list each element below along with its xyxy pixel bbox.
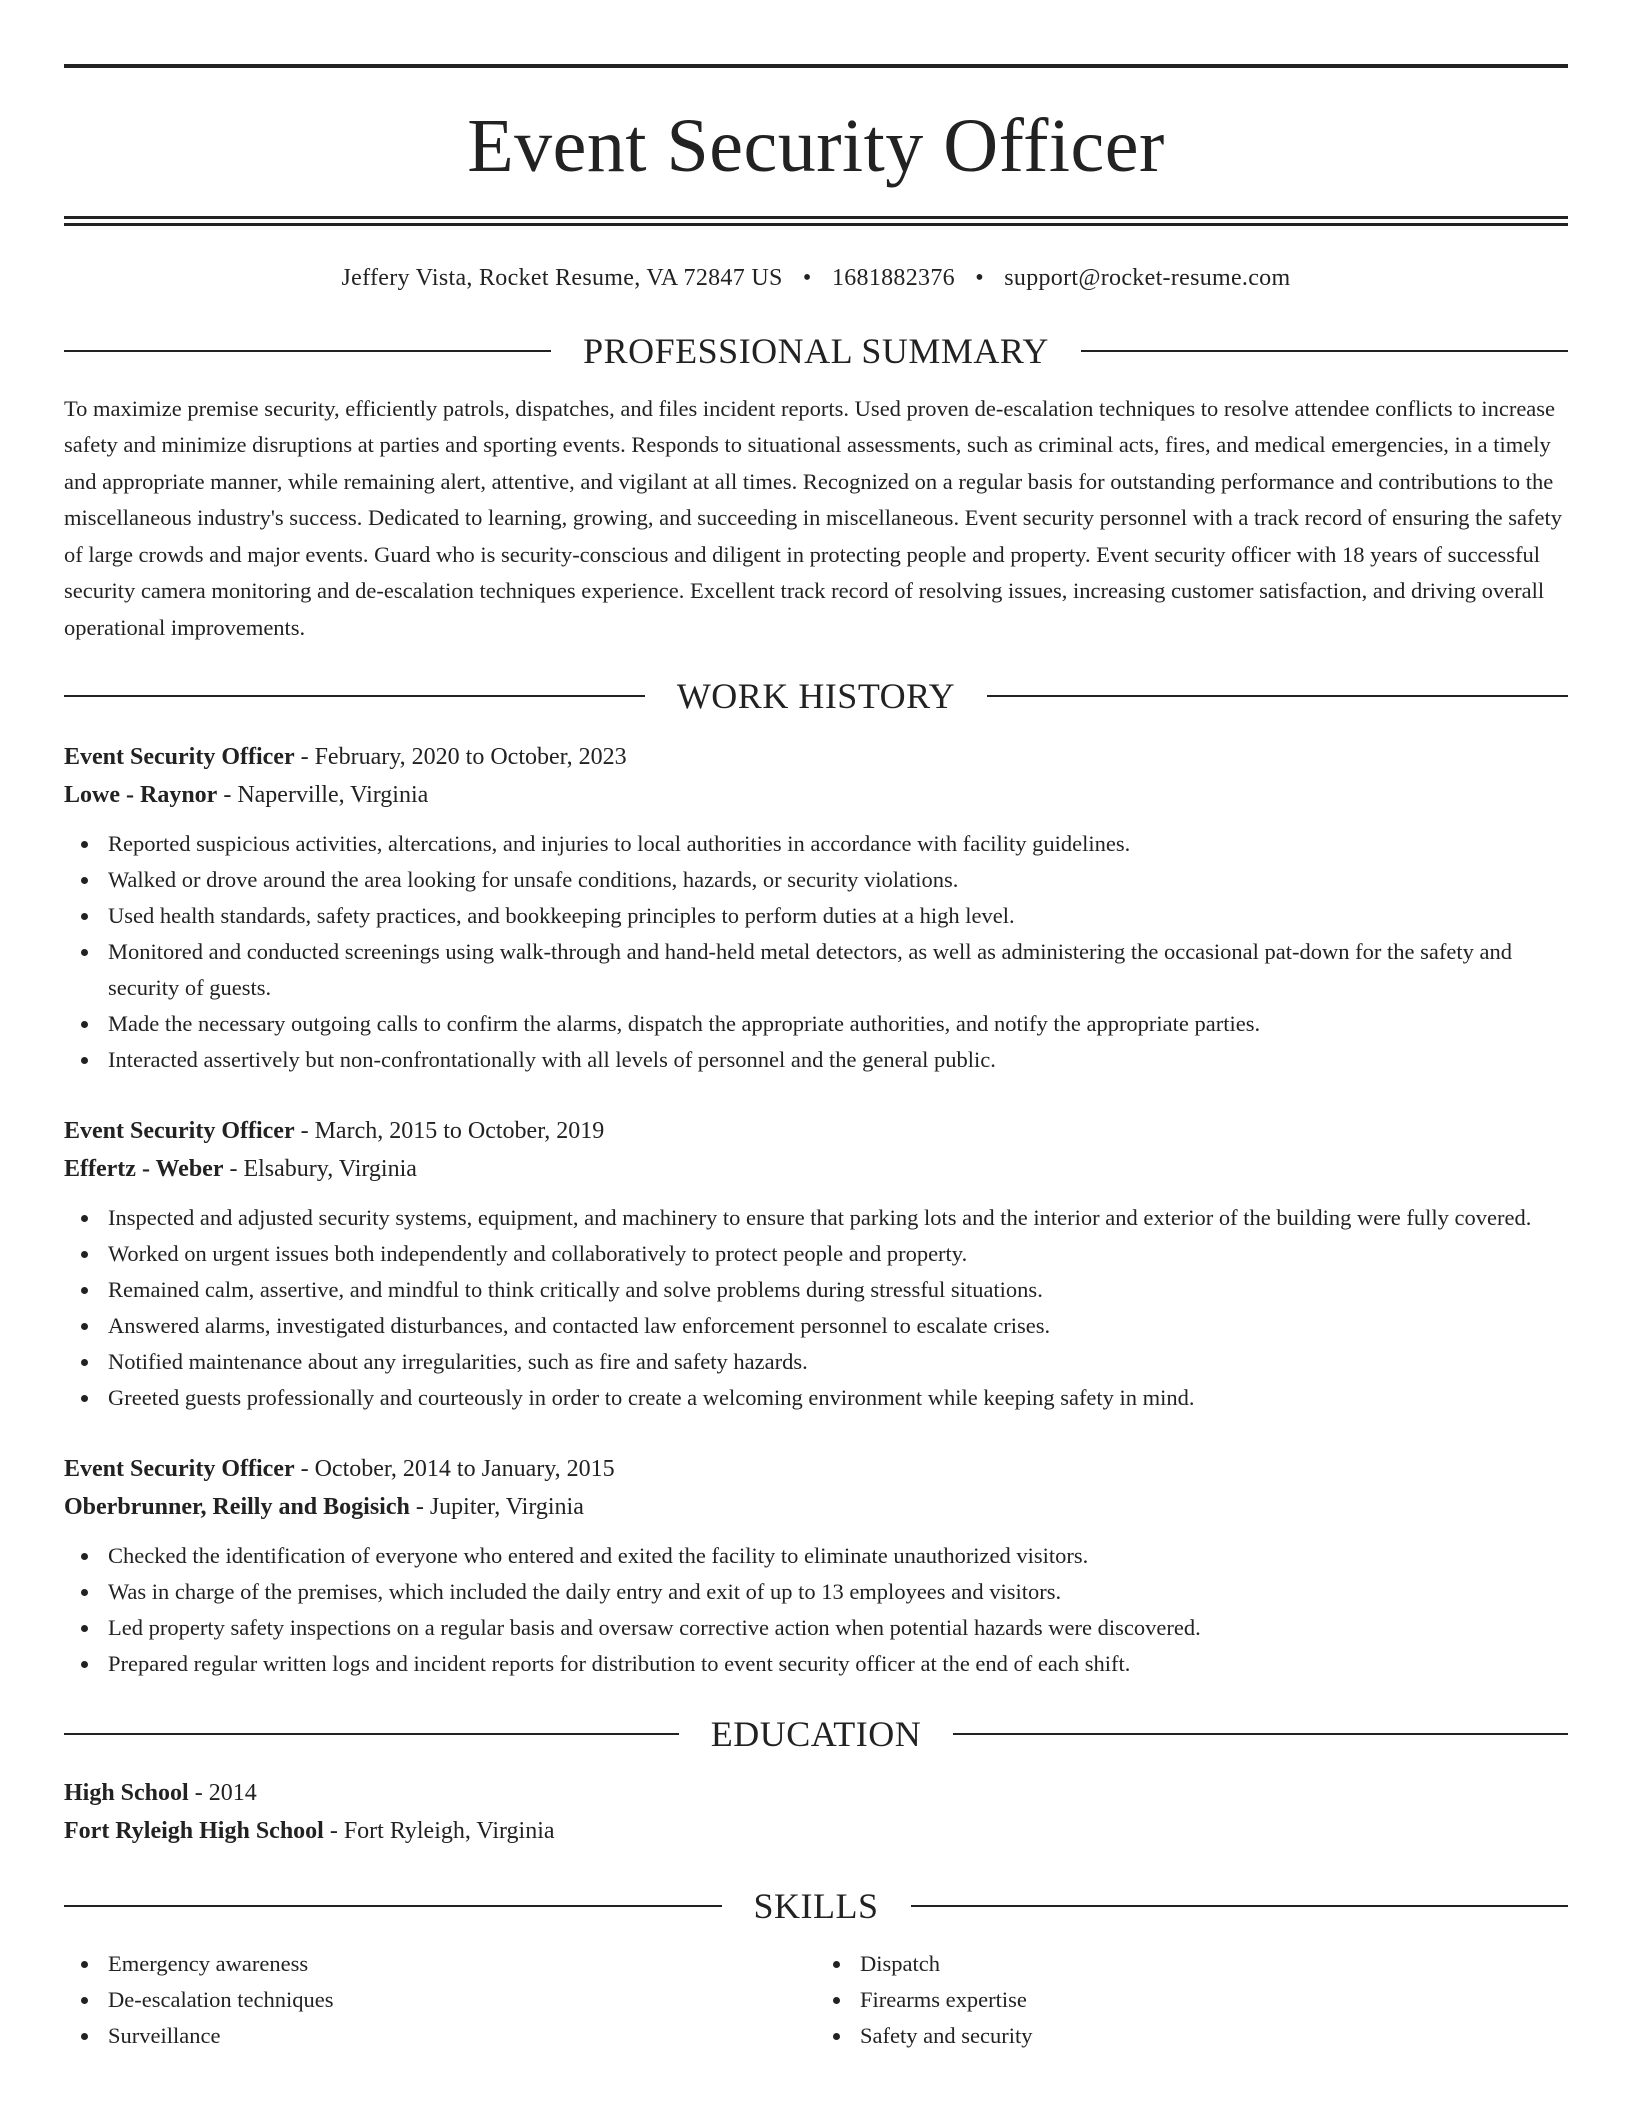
list-item: Walked or drove around the area looking for unsafe conditions, hazards, or security violations. [64, 862, 1568, 898]
job-bullets [64, 826, 1568, 1078]
skills-column-left [64, 1946, 816, 2054]
list-item: Used health standards, safety practices, and bookkeeping principles to perform duties at a high level. [64, 898, 1568, 934]
job-company-line [64, 1150, 1568, 1188]
job-company-line [64, 776, 1568, 814]
job-location: - Naperville, Virginia [217, 782, 429, 809]
skills-grid [64, 1946, 1568, 2054]
contact-separator: • [975, 265, 984, 291]
heading-rule-left [64, 695, 645, 697]
summary-text: To maximize premise security, efficiently patrols, dispatches, and files incident reports. Used proven de-escalation techniques to resolve attendee conflicts to increase safety and minimize disruptions at parties and sporting events. Responds to situational assessments, such as criminal acts, fires, and medical emergencies, in a timely and appropriate manner, while remaining alert, attentive, and vigilant at all times. Recognized on a regular basis for outstanding performance and contributions to the miscellaneous industry's success. Dedicated to learning, growing, and succeeding in miscellaneous. Event security personnel with a track record of ensuring the safety of large crowds and major events. Guard who is security-conscious and diligent in protecting people and property. Event security officer with 18 years of successful security camera monitoring and de-escalation techniques experience. Excellent track record of resolving issues, increasing customer satisfaction, and driving overall operational improvements. [64, 395, 1562, 640]
list-item: Firearms expertise [816, 1982, 1568, 2018]
contact-phone: 1681882376 [831, 265, 955, 291]
section-title-education: EDUCATION [710, 1714, 922, 1755]
heading-rule-right [911, 1905, 1569, 1907]
list-item: Interacted assertively but non-confrontationally with all levels of personnel and the general public. [64, 1042, 1568, 1078]
list-item: Was in charge of the premises, which included the daily entry and exit of up to 13 employees and visitors. [64, 1574, 1568, 1610]
job-company: Oberbrunner, Reilly and Bogisich [64, 1494, 410, 1521]
job-location: - Jupiter, Virginia [409, 1494, 584, 1521]
list-item: Greeted guests professionally and courteously in order to create a welcoming environment while keeping safety in mind. [64, 1380, 1568, 1416]
heading-rule-left [64, 350, 551, 352]
job-location: - Elsabury, Virginia [223, 1156, 417, 1183]
title-double-rule [64, 216, 1568, 226]
education-degree: High School [64, 1780, 189, 1807]
list-item: Answered alarms, investigated disturbances, and contacted law enforcement personnel to escalate crises. [64, 1308, 1568, 1344]
heading-rule-right [953, 1733, 1568, 1735]
list-item: Surveillance [64, 2018, 816, 2054]
contact-email: support@rocket-resume.com [1004, 265, 1291, 291]
job-dates: - October, 2014 to January, 2015 [294, 1456, 615, 1483]
job-entry [64, 738, 1568, 1078]
job-role-line [64, 738, 1568, 776]
heading-rule-left [64, 1733, 679, 1735]
heading-rule-left [64, 1905, 722, 1907]
skills-column-right [816, 1946, 1568, 2054]
resume-title: Event Security Officer [467, 104, 1165, 188]
section-title-summary: PROFESSIONAL SUMMARY [583, 330, 1049, 371]
list-item: Checked the identification of everyone who entered and exited the facility to eliminate unauthorized visitors. [64, 1538, 1568, 1574]
job-company: Lowe - Raynor [64, 782, 218, 809]
education-year: - 2014 [188, 1780, 257, 1807]
section-heading-skills [64, 1886, 1568, 1927]
list-item: Worked on urgent issues both independently and collaboratively to protect people and property. [64, 1236, 1568, 1272]
education-location: - Fort Ryleigh, Virginia [323, 1818, 555, 1845]
list-item: Safety and security [816, 2018, 1568, 2054]
list-item: Remained calm, assertive, and mindful to think critically and solve problems during stressful situations. [64, 1272, 1568, 1308]
section-heading-summary [64, 330, 1568, 371]
job-dates: - February, 2020 to October, 2023 [294, 744, 627, 771]
job-role-line [64, 1450, 1568, 1488]
list-item: Dispatch [816, 1946, 1568, 1982]
list-item: Notified maintenance about any irregularities, such as fire and safety hazards. [64, 1344, 1568, 1380]
job-dates: - March, 2015 to October, 2019 [294, 1118, 605, 1145]
list-item: Inspected and adjusted security systems, equipment, and machinery to ensure that parking lots and the interior and exterior of the building were fully covered. [64, 1200, 1568, 1236]
list-item: Emergency awareness [64, 1946, 816, 1982]
education-degree-line [64, 1774, 1568, 1812]
job-role: Event Security Officer [64, 1456, 295, 1483]
list-item: Led property safety inspections on a regular basis and oversaw corrective action when potential hazards were discovered. [64, 1610, 1568, 1646]
section-heading-work [64, 676, 1568, 717]
heading-rule-right [987, 695, 1568, 697]
job-company: Effertz - Weber [64, 1156, 224, 1183]
job-company-line [64, 1488, 1568, 1526]
section-title-skills: SKILLS [753, 1886, 879, 1927]
job-role: Event Security Officer [64, 744, 295, 771]
job-role-line [64, 1112, 1568, 1150]
job-entry [64, 1450, 1568, 1682]
job-bullets [64, 1200, 1568, 1416]
education-school-line [64, 1812, 1568, 1850]
education-entry [64, 1774, 1568, 1850]
job-bullets [64, 1538, 1568, 1682]
section-title-work: WORK HISTORY [676, 676, 956, 717]
list-item: Made the necessary outgoing calls to confirm the alarms, dispatch the appropriate authorities, and notify the appropriate parties. [64, 1006, 1568, 1042]
education-school: Fort Ryleigh High School [64, 1818, 324, 1845]
list-item: Reported suspicious activities, altercations, and injuries to local authorities in accordance with facility guidelines. [64, 826, 1568, 862]
job-role: Event Security Officer [64, 1118, 295, 1145]
job-entry [64, 1112, 1568, 1416]
list-item: De-escalation techniques [64, 1982, 816, 2018]
contact-separator: • [802, 265, 812, 291]
section-heading-education [64, 1714, 1568, 1755]
list-item: Monitored and conducted screenings using walk-through and hand-held metal detectors, as well as administering the occasional pat-down for the safety and security of guests. [64, 934, 1568, 1006]
list-item: Prepared regular written logs and incident reports for distribution to event security officer at the end of each shift. [64, 1646, 1568, 1682]
heading-rule-right [1081, 350, 1568, 352]
contact-line [64, 264, 1568, 293]
contact-address: Jeffery Vista, Rocket Resume, VA 72847 US [341, 265, 783, 291]
